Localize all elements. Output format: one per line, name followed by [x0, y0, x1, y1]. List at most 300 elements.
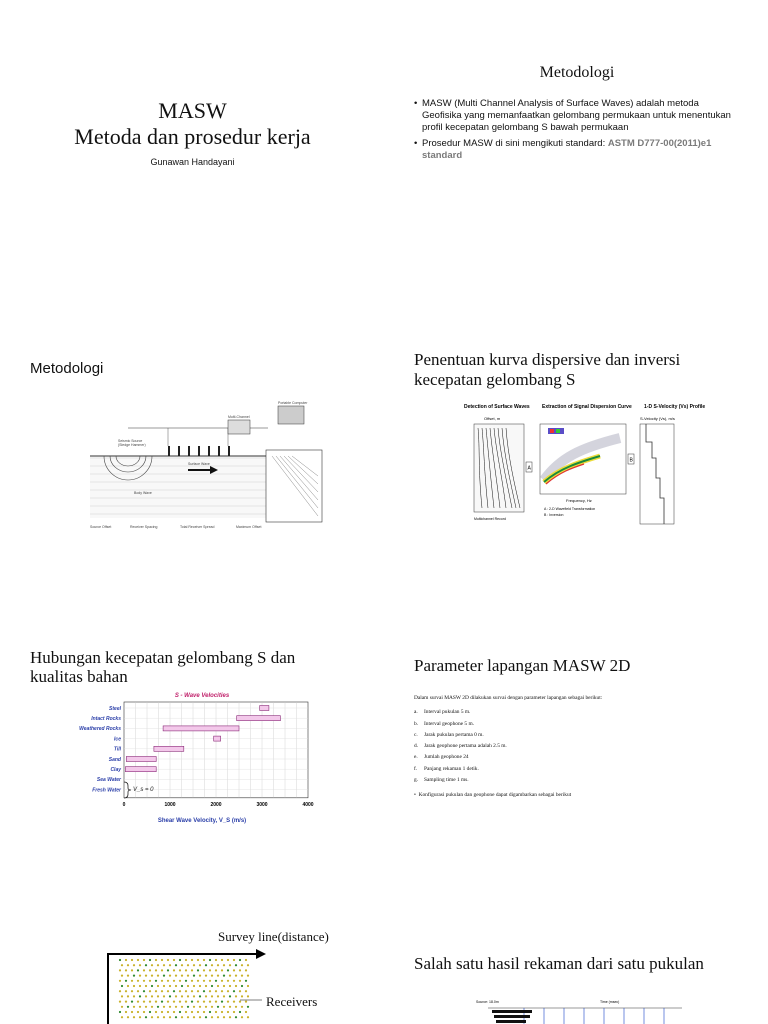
slide-title: [20, 60, 365, 260]
receiver-dot: [211, 964, 213, 966]
receiver-dot: [215, 1011, 217, 1013]
receiver-dot: [119, 980, 121, 982]
standard-reference: ASTM D777-00(2011)e1 standard: [422, 138, 712, 161]
receiver-dot: [145, 985, 147, 987]
parameter-list: [414, 693, 734, 802]
receiver-dot: [167, 959, 169, 961]
receiver-dot: [203, 980, 205, 982]
receiver-dot: [239, 990, 241, 992]
receiver-dot: [199, 985, 201, 987]
receiver-dot: [119, 959, 121, 961]
receiver-dot: [125, 1001, 127, 1003]
receiver-dot: [247, 975, 249, 977]
receiver-dot: [157, 1016, 159, 1018]
receiver-dot: [157, 985, 159, 987]
author: Gunawan Handayani: [150, 157, 235, 167]
receiver-dot: [139, 975, 141, 977]
receiver-dot: [221, 980, 223, 982]
range-bar: [260, 706, 269, 711]
receiver-dot: [229, 1006, 231, 1008]
receiver-dot: [181, 995, 183, 997]
receiver-dot: [209, 969, 211, 971]
receiver-dot: [151, 995, 153, 997]
receiver-dot: [233, 959, 235, 961]
step-label: B: [629, 457, 633, 464]
receiver-dot: [221, 1011, 223, 1013]
receiver-dot: [125, 959, 127, 961]
step-label: A: [527, 465, 531, 472]
receiver-dot: [191, 1011, 193, 1013]
receiver-dot: [149, 1011, 151, 1013]
receiver-dot: [167, 990, 169, 992]
list-item: a. Interval pukulan 5 m.: [414, 709, 471, 716]
tick-label: 3000: [256, 801, 268, 808]
receiver-dot: [215, 980, 217, 982]
list-item: c. Jarak pukulan pertama 0 m.: [414, 731, 484, 738]
receiver-dot: [149, 980, 151, 982]
receiver-dot: [181, 985, 183, 987]
slide-title: Penentuan kurva dispersive dan inversi kecepatan gelombang S: [414, 350, 681, 389]
receiver-dot: [121, 1016, 123, 1018]
slide-title: Metodologi: [539, 64, 615, 81]
receiver-dot: [151, 964, 153, 966]
receiver-dot: [119, 1001, 121, 1003]
list-item: d. Jarak geophone pertama adalah 2.5 m.: [414, 743, 507, 750]
svg-text:Surface Wave: Surface Wave: [188, 462, 210, 466]
slide-title: Hubungan kecepatan gelombang S dan kualitas bahan: [30, 648, 296, 686]
receiver-dot: [211, 975, 213, 977]
receiver-dot: [151, 985, 153, 987]
range-bar: [237, 716, 281, 721]
receiver-dot: [205, 1016, 207, 1018]
list-item: e. Jumlah geophone 24: [414, 754, 469, 761]
receiver-dot: [127, 985, 129, 987]
receiver-dot: [139, 995, 141, 997]
receiver-dot: [241, 995, 243, 997]
receiver-dot: [121, 964, 123, 966]
receiver-dot: [197, 980, 199, 982]
receiver-dot: [247, 1006, 249, 1008]
receiver-dot: [223, 1016, 225, 1018]
range-bar: [214, 736, 221, 741]
receiver-dot: [143, 980, 145, 982]
receiver-dot: [157, 1006, 159, 1008]
receiver-dot: [175, 1016, 177, 1018]
receiver-dot: [161, 959, 163, 961]
panel-caption: Multichannel Record: [474, 517, 506, 521]
receiver-dot: [121, 995, 123, 997]
receiver-dot: [199, 995, 201, 997]
receiver-dot: [173, 1011, 175, 1013]
receiver-dot: [245, 1011, 247, 1013]
receiver-dot: [167, 1001, 169, 1003]
receiver-dot: [193, 995, 195, 997]
receiver-dot: [175, 985, 177, 987]
svg-text:(Sledge Hammer): (Sledge Hammer): [118, 443, 146, 447]
receiver-dot: [139, 1006, 141, 1008]
receiver-dot: [227, 969, 229, 971]
panel-title: 1-D S-Velocity (Vs) Profile: [644, 404, 706, 410]
receiver-dot: [137, 980, 139, 982]
receiver-dot: [131, 990, 133, 992]
receiver-dot: [199, 1016, 201, 1018]
receiver-dot: [235, 1016, 237, 1018]
receiver-dot: [197, 1001, 199, 1003]
receiver-dot: [163, 964, 165, 966]
receiver-dot: [233, 990, 235, 992]
receiver-dot: [215, 1001, 217, 1003]
range-bar: [125, 767, 156, 772]
receiver-dot: [185, 1011, 187, 1013]
receiver-dot: [179, 1011, 181, 1013]
receiver-dot: [245, 959, 247, 961]
receiver-dot: [239, 959, 241, 961]
receiver-dot: [181, 964, 183, 966]
receiver-dot: [119, 990, 121, 992]
receiver-dot: [199, 1006, 201, 1008]
receiver-dot: [163, 995, 165, 997]
masw-setup-diagram: [88, 398, 324, 532]
receiver-dot: [241, 1016, 243, 1018]
survey-grid-diagram: [100, 944, 270, 1024]
range-bar: [126, 757, 156, 762]
receiver-dot: [133, 1006, 135, 1008]
receiver-dot: [133, 985, 135, 987]
receiver-dot: [221, 959, 223, 961]
category-label: Till: [113, 746, 121, 753]
brace: [124, 782, 131, 798]
receiver-dot: [125, 1011, 127, 1013]
receiver-dot: [197, 959, 199, 961]
range-bar: [154, 746, 184, 751]
receiver-dot: [223, 995, 225, 997]
receiver-dot: [163, 975, 165, 977]
receiver-dot: [233, 969, 235, 971]
receiver-dot: [161, 969, 163, 971]
record-source: Source: 18.0m: [476, 1000, 499, 1004]
receiver-dot: [205, 1006, 207, 1008]
receiver-dot: [235, 1006, 237, 1008]
receiver-dot: [163, 1016, 165, 1018]
title-line-2: Metoda dan prosedur kerja: [74, 124, 311, 149]
receiver-dot: [187, 1006, 189, 1008]
category-label: Intact Rocks: [91, 716, 121, 722]
receiver-dot: [221, 990, 223, 992]
category-label: Sand: [108, 756, 121, 763]
receiver-dot: [133, 995, 135, 997]
receiver-dot: [217, 1016, 219, 1018]
dispersion-diagram: [460, 398, 706, 528]
receiver-dot: [235, 995, 237, 997]
receiver-dot: [227, 1011, 229, 1013]
annotation-vs-zero: V_s = 0: [133, 787, 154, 793]
list-item: g. Sampling time 1 ms.: [414, 777, 469, 784]
receiver-dot: [247, 1016, 249, 1018]
receiver-dot: [217, 964, 219, 966]
receiver-dot: [167, 1011, 169, 1013]
receiver-dot: [205, 964, 207, 966]
bullet-list: [414, 98, 732, 166]
receiver-dot: [169, 975, 171, 977]
receiver-dot: [137, 1011, 139, 1013]
receiver-dot: [229, 975, 231, 977]
receiver-dot: [191, 959, 193, 961]
receiver-dot: [235, 964, 237, 966]
receiver-dot: [205, 985, 207, 987]
receiver-dot: [221, 1001, 223, 1003]
receiver-dot: [157, 975, 159, 977]
receiver-dot: [169, 964, 171, 966]
receiver-dot: [187, 985, 189, 987]
receiver-dot: [181, 1016, 183, 1018]
category-label: Sea Water: [96, 777, 121, 784]
receiver-dot: [175, 975, 177, 977]
receiver-dot: [137, 1001, 139, 1003]
receiver-dot: [185, 1001, 187, 1003]
receiver-dot: [149, 990, 151, 992]
intro-text: Dalam survai MASW 2D dilakukan survai dengan parameter lapangan sebagai berikut:: [414, 695, 603, 701]
receiver-dot: [197, 990, 199, 992]
x-axis-label: Shear Wave Velocity, V_S (m/s): [157, 818, 247, 824]
receiver-dot: [155, 980, 157, 982]
receiver-dot: [239, 969, 241, 971]
tick-label: 4000: [302, 801, 314, 808]
category-label: Weathered Rocks: [79, 726, 121, 733]
svg-text:Portable Computer: Portable Computer: [278, 401, 308, 405]
receiver-dot: [199, 964, 201, 966]
receiver-dot: [173, 980, 175, 982]
receiver-dot: [203, 1011, 205, 1013]
receiver-dot: [133, 975, 135, 977]
receiver-dot: [215, 990, 217, 992]
receiver-dot: [161, 990, 163, 992]
receiver-dot: [139, 1016, 141, 1018]
tick-label: 1000: [164, 801, 176, 808]
receiver-dot: [125, 990, 127, 992]
receiver-dot: [197, 1011, 199, 1013]
receiver-dot: [185, 990, 187, 992]
receiver-dot: [169, 1006, 171, 1008]
receiver-dot: [149, 959, 151, 961]
slide-title: Salah satu hasil rekaman dari satu pukulan: [414, 954, 704, 973]
tick-label: 2000: [210, 801, 222, 808]
receiver-dot: [197, 969, 199, 971]
receiver-dot: [125, 980, 127, 982]
svg-text:Total Receiver Spread: Total Receiver Spread: [180, 525, 215, 529]
receiver-dot: [193, 1006, 195, 1008]
receiver-dot: [155, 990, 157, 992]
receiver-dot: [185, 959, 187, 961]
axis-label: Frequency, Hz: [566, 498, 592, 503]
receiver-dot: [143, 969, 145, 971]
receiver-dot: [175, 1006, 177, 1008]
receiver-dot: [175, 995, 177, 997]
list-item: b. Interval geophone 5 m.: [414, 720, 474, 727]
receiver-dot: [217, 985, 219, 987]
receiver-dot: [185, 980, 187, 982]
axis-label: Offset, m: [484, 416, 501, 421]
bullet-item: • MASW (Multi Channel Analysis of Surface Waves) adalah metoda Geofisika yang memanfaatkan gelombang permukaan untuk menentukan profil kecepatan gelombang S bawah permukaan: [414, 98, 732, 134]
svg-text:Receiver Spacing: Receiver Spacing: [130, 525, 158, 529]
receiver-dot: [235, 975, 237, 977]
receiver-dot: [233, 1001, 235, 1003]
receiver-dot: [227, 1001, 229, 1003]
receiver-dot: [193, 985, 195, 987]
receiver-dot: [161, 1001, 163, 1003]
receiver-dot: [173, 959, 175, 961]
receiver-dot: [161, 980, 163, 982]
category-label: Ice: [114, 736, 121, 743]
receiver-dot: [227, 959, 229, 961]
slide-title: Parameter lapangan MASW 2D: [414, 656, 631, 675]
receiver-dot: [187, 975, 189, 977]
receiver-dot: [241, 964, 243, 966]
receiver-dot: [211, 1006, 213, 1008]
note-text: • Konfigurasi pukulan dan geophone dapat digambarkan sebagai berikut: [414, 792, 572, 799]
receiver-dot: [229, 995, 231, 997]
receiver-dot: [175, 964, 177, 966]
record-axis: Time (msec): [600, 1000, 620, 1004]
receiver-dot: [137, 959, 139, 961]
receiver-dot: [209, 990, 211, 992]
receiver-dot: [157, 964, 159, 966]
receiver-dot: [223, 964, 225, 966]
receiver-dot: [131, 1011, 133, 1013]
receiver-dot: [121, 975, 123, 977]
receiver-dot: [193, 964, 195, 966]
receiver-dot: [215, 959, 217, 961]
receiver-dot: [155, 969, 157, 971]
receiver-dot: [133, 1016, 135, 1018]
receiver-dot: [145, 1006, 147, 1008]
receiver-dot: [151, 1016, 153, 1018]
receiver-dot: [145, 1016, 147, 1018]
receiver-dot: [149, 969, 151, 971]
receiver-dot: [181, 1006, 183, 1008]
receiver-dot: [239, 980, 241, 982]
receiver-dot: [121, 985, 123, 987]
receiver-dot: [145, 975, 147, 977]
receiver-dot: [137, 969, 139, 971]
receiver-dot: [157, 995, 159, 997]
receiver-dot: [127, 1016, 129, 1018]
receiver-dot: [187, 1016, 189, 1018]
receiver-dot: [227, 990, 229, 992]
receiver-dot: [191, 980, 193, 982]
category-label: Fresh Water: [92, 787, 121, 794]
bullet-item: • Prosedur MASW di sini mengikuti standard: ASTM D777-00(2011)e1 standard: [414, 138, 732, 162]
receiver-dot: [245, 990, 247, 992]
receiver-dot: [149, 1001, 151, 1003]
receiver-dot: [119, 1011, 121, 1013]
receiver-dot: [127, 995, 129, 997]
seismic-record: [474, 998, 684, 1024]
receiver-dot: [169, 1016, 171, 1018]
receiver-dot: [217, 995, 219, 997]
receiver-dot: [233, 1011, 235, 1013]
receiver-dot: [245, 969, 247, 971]
receiver-dot: [137, 990, 139, 992]
svg-text:Seismic Source: Seismic Source: [118, 439, 143, 443]
receiver-dot: [203, 959, 205, 961]
receiver-dot: [125, 969, 127, 971]
receiver-dot: [119, 969, 121, 971]
receiver-dot: [187, 964, 189, 966]
receiver-dot: [193, 975, 195, 977]
receiver-dot: [139, 985, 141, 987]
category-label: Steel: [109, 705, 121, 712]
receiver-dot: [143, 1001, 145, 1003]
receiver-dot: [151, 1006, 153, 1008]
receiver-dot: [247, 964, 249, 966]
receiver-dot: [199, 975, 201, 977]
list-item: f. Panjang rekaman 1 detik.: [414, 765, 479, 772]
receiver-dot: [229, 964, 231, 966]
receiver-dot: [247, 985, 249, 987]
receiver-dot: [211, 985, 213, 987]
receiver-dot: [239, 1001, 241, 1003]
receiver-dot: [143, 959, 145, 961]
receiver-dot: [173, 969, 175, 971]
receivers-caption: Receivers: [266, 994, 318, 1009]
vs-chart: [70, 688, 312, 830]
receiver-dot: [185, 969, 187, 971]
receiver-dot: [151, 975, 153, 977]
receiver-dot: [145, 964, 147, 966]
receiver-dot: [191, 990, 193, 992]
receiver-dot: [155, 1001, 157, 1003]
receiver-dot: [191, 1001, 193, 1003]
receiver-dot: [179, 990, 181, 992]
receiver-dot: [145, 995, 147, 997]
receiver-dot: [215, 969, 217, 971]
receiver-dot: [223, 985, 225, 987]
survey-line-caption: Survey line(distance): [218, 929, 329, 944]
receiver-dot: [229, 1016, 231, 1018]
receiver-dot: [167, 980, 169, 982]
receiver-dot: [173, 990, 175, 992]
receiver-dot: [217, 975, 219, 977]
receiver-dot: [241, 985, 243, 987]
receiver-dot: [193, 1016, 195, 1018]
receiver-dot: [235, 985, 237, 987]
receiver-dot: [209, 1001, 211, 1003]
receiver-dot: [131, 959, 133, 961]
receiver-dot: [179, 1001, 181, 1003]
legend-text: A : 2-D Wavefield Transformation: [544, 507, 596, 511]
receiver-dot: [143, 1011, 145, 1013]
receiver-dot: [173, 1001, 175, 1003]
receiver-dot: [223, 1006, 225, 1008]
receiver-dot: [241, 1006, 243, 1008]
receiver-dot: [139, 964, 141, 966]
receiver-dot: [121, 1006, 123, 1008]
receiver-dot: [127, 1006, 129, 1008]
receiver-dot: [221, 969, 223, 971]
receiver-dot: [203, 969, 205, 971]
receiver-dot: [161, 1011, 163, 1013]
legend-text: B : Inversion: [544, 513, 564, 517]
receiver-dot: [247, 995, 249, 997]
receiver-dot: [223, 975, 225, 977]
receiver-dot: [203, 990, 205, 992]
svg-text:Maximum Offset: Maximum Offset: [236, 525, 262, 529]
receiver-dot: [163, 1006, 165, 1008]
svg-text:Body Wave: Body Wave: [134, 491, 152, 495]
receiver-dot: [191, 969, 193, 971]
receiver-dot: [217, 1006, 219, 1008]
receiver-dot: [179, 969, 181, 971]
